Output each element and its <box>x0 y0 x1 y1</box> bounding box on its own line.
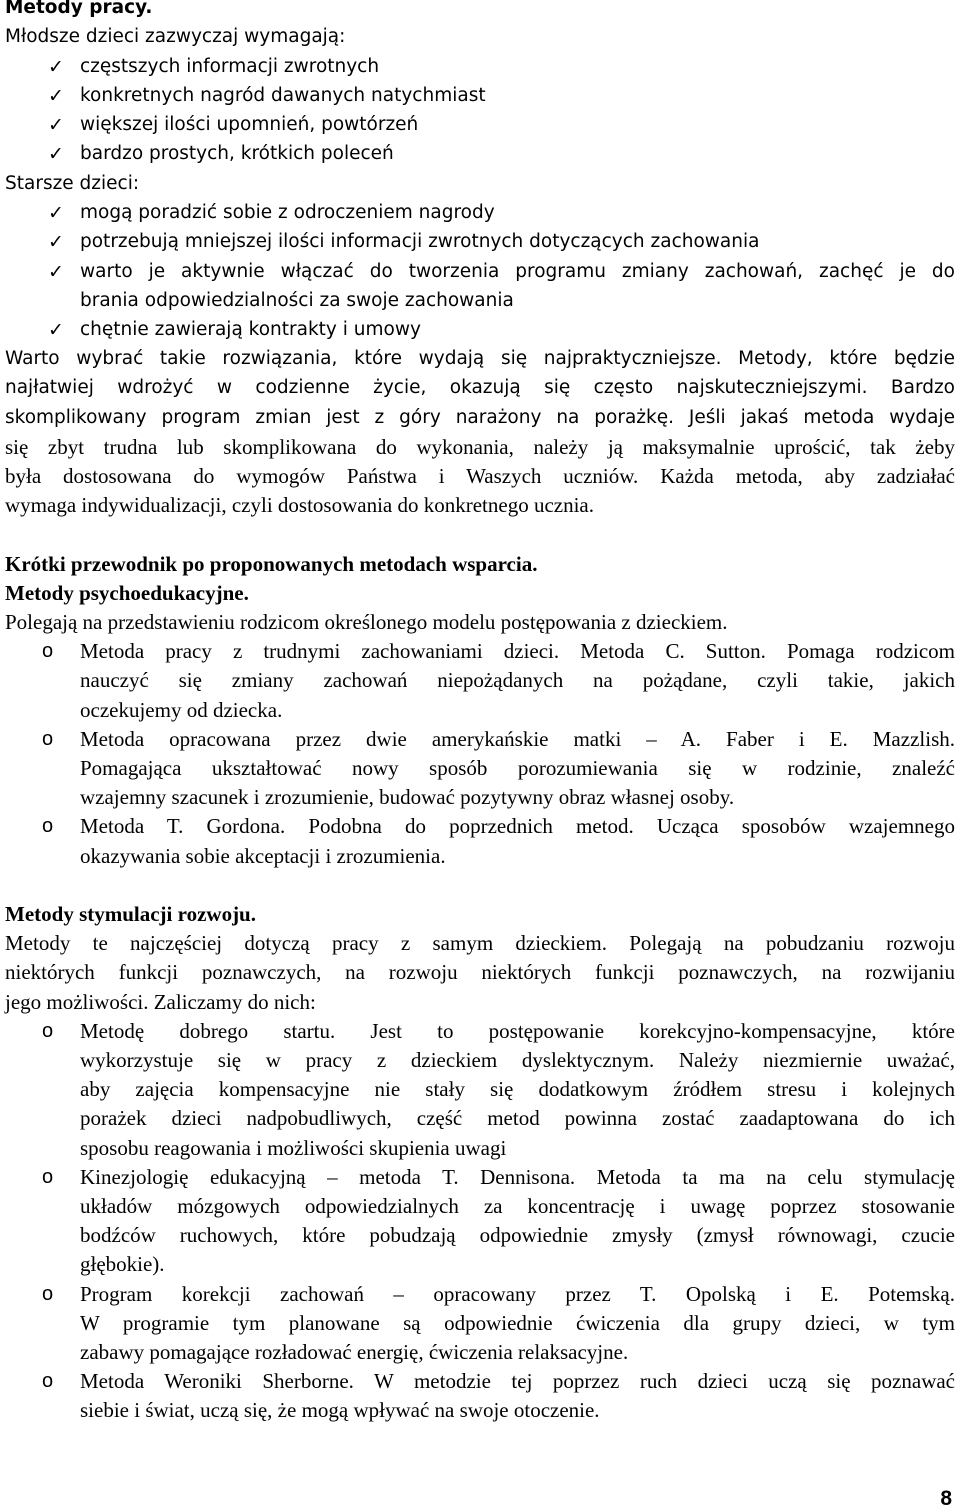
psycho-item-2: Pomagająca ukształtować nowy sposób porozumiewania się w rodzinie, znaleźć <box>80 756 955 780</box>
older-item-2: potrzebują mniejszej ilości informacji zwrotnych dotyczących zachowania <box>80 231 760 252</box>
younger-item-4: bardzo prostych, krótkich poleceń <box>80 143 394 164</box>
circle-bullet-icon: o <box>42 1370 54 1392</box>
stim-item-3: W programie tym planowane są odpowiednie ćwiczenia dla grupy dzieci, w tym <box>80 1311 955 1335</box>
stim-item-1: wykorzystuje się w pracy z dzieckiem dyslektycznym. Należy niezmiernie uważać, <box>80 1048 955 1072</box>
stim-item-3: Program korekcji zachowań – opracowany przez T. Opolską i E. Potemską. <box>80 1282 955 1306</box>
stim-item-2: głębokie). <box>80 1252 165 1276</box>
younger-intro: Młodsze dzieci zazwyczaj wymagają: <box>5 26 346 47</box>
circle-bullet-icon: o <box>42 1020 54 1042</box>
psycho-item-1: Metoda pracy z trudnymi zachowaniami dzieci. Metoda C. Sutton. Pomaga rodzicom <box>80 639 955 663</box>
stim-item-1: Metodę dobrego startu. Jest to postępowanie korekcyjno-kompensacyjne, które <box>80 1019 955 1043</box>
subsection-heading: Metody psychoedukacyjne. <box>5 581 249 605</box>
younger-item-3: większej ilości upomnień, powtórzeń <box>80 114 419 135</box>
older-item-1: mogą poradzić sobie z odroczeniem nagrody <box>80 202 495 223</box>
page-title: Metody pracy. <box>5 0 153 18</box>
check-icon: ✓ <box>48 261 64 283</box>
stim-item-2: Kinezjologię edukacyjną – metoda T. Dennisona. Metoda ta ma na celu stymulację <box>80 1165 955 1189</box>
psycho-item-3: okazywania sobie akceptacji i zrozumienia. <box>80 844 446 868</box>
check-icon: ✓ <box>48 85 64 107</box>
paragraph-line: niektórych funkcji poznawczych, na rozwoju niektórych funkcji poznawczych, na rozwijaniu <box>5 960 955 984</box>
section-heading: Krótki przewodnik po proponowanych metodach wsparcia. <box>5 552 538 576</box>
circle-bullet-icon: o <box>42 1166 54 1188</box>
older-item-3-cont: brania odpowiedzialności za swoje zachowania <box>80 290 514 311</box>
psycho-item-2: wzajemny szacunek i zrozumienie, budować pozytywny obraz własnej osoby. <box>80 785 735 809</box>
older-item-3: warto je aktywnie włączać do tworzenia programu zmiany zachowań, zachęć je do <box>80 261 955 282</box>
paragraph-line: Metody te najczęściej dotyczą pracy z samym dzieckiem. Polegają na pobudzaniu rozwoju <box>5 931 955 955</box>
psycho-item-1: oczekujemy od dziecka. <box>80 698 283 722</box>
paragraph-line: była dostosowana do wymogów Państwa i Waszych uczniów. Każda metoda, aby zadziałać <box>5 464 955 488</box>
paragraph-line: się zbyt trudna lub skomplikowana do wykonania, należy ją maksymalnie uprościć, tak żeby <box>5 435 955 459</box>
stim-item-4: siebie i świat, uczą się, że mogą wpływać na swoje otoczenie. <box>80 1398 600 1422</box>
circle-bullet-icon: o <box>42 1283 54 1305</box>
subsection-intro: Polegają na przedstawieniu rodzicom określonego modelu postępowania z dzieckiem. <box>5 610 728 634</box>
stim-item-1: aby zajęcia kompensacyjne nie stały się dodatkowym źródłem stresu i kolejnych <box>80 1077 955 1101</box>
page-number: 8 <box>940 1487 952 1510</box>
stim-item-2: bodźców ruchowych, które pobudzają odpowiednie zmysły (zmysł równowagi, czucie <box>80 1223 955 1247</box>
psycho-item-1: nauczyć się zmiany zachowań niepożądanych na pożądane, czyli takie, jakich <box>80 668 955 692</box>
check-icon: ✓ <box>48 56 64 78</box>
check-icon: ✓ <box>48 143 64 165</box>
paragraph-line: wymaga indywidualizacji, czyli dostosowania do konkretnego ucznia. <box>5 493 594 517</box>
paragraph-line: skomplikowany program zmian jest z góry narażony na porażkę. Jeśli jakaś metoda wydaje <box>5 407 955 428</box>
stim-item-4: Metoda Weroniki Sherborne. W metodzie tej poprzez ruch dzieci uczą się poznawać <box>80 1369 955 1393</box>
psycho-item-2: Metoda opracowana przez dwie amerykańskie matki – A. Faber i E. Mazzlish. <box>80 727 955 751</box>
stim-item-1: sposobu reagowania i możliwości skupienia uwagi <box>80 1136 507 1160</box>
younger-item-1: częstszych informacji zwrotnych <box>80 56 380 77</box>
check-icon: ✓ <box>48 319 64 341</box>
paragraph-line: najłatwiej wdrożyć w codzienne życie, okazują się często najskuteczniejszymi. Bardzo <box>5 377 955 398</box>
subsection-heading: Metody stymulacji rozwoju. <box>5 902 256 926</box>
circle-bullet-icon: o <box>42 815 54 837</box>
paragraph-line: jego możliwości. Zaliczamy do nich: <box>5 990 316 1014</box>
check-icon: ✓ <box>48 114 64 136</box>
stim-item-3: zabawy pomagające rozładować energię, ćwiczenia relaksacyjne. <box>80 1340 629 1364</box>
stim-item-2: układów mózgowych odpowiedzialnych za koncentrację i uwagę poprzez stosowanie <box>80 1194 955 1218</box>
check-icon: ✓ <box>48 231 64 253</box>
younger-item-2: konkretnych nagród dawanych natychmiast <box>80 85 486 106</box>
circle-bullet-icon: o <box>42 640 54 662</box>
paragraph-line: Warto wybrać takie rozwiązania, które wydają się najpraktyczniejsze. Metody, które będzie <box>5 348 955 369</box>
older-intro: Starsze dzieci: <box>5 173 140 194</box>
circle-bullet-icon: o <box>42 728 54 750</box>
check-icon: ✓ <box>48 202 64 224</box>
stim-item-1: porażek dzieci nadpobudliwych, część metod powinna zostać zaadaptowana do ich <box>80 1106 955 1130</box>
older-item-4: chętnie zawierają kontrakty i umowy <box>80 319 421 340</box>
psycho-item-3: Metoda T. Gordona. Podobna do poprzednich metod. Ucząca sposobów wzajemnego <box>80 814 955 838</box>
